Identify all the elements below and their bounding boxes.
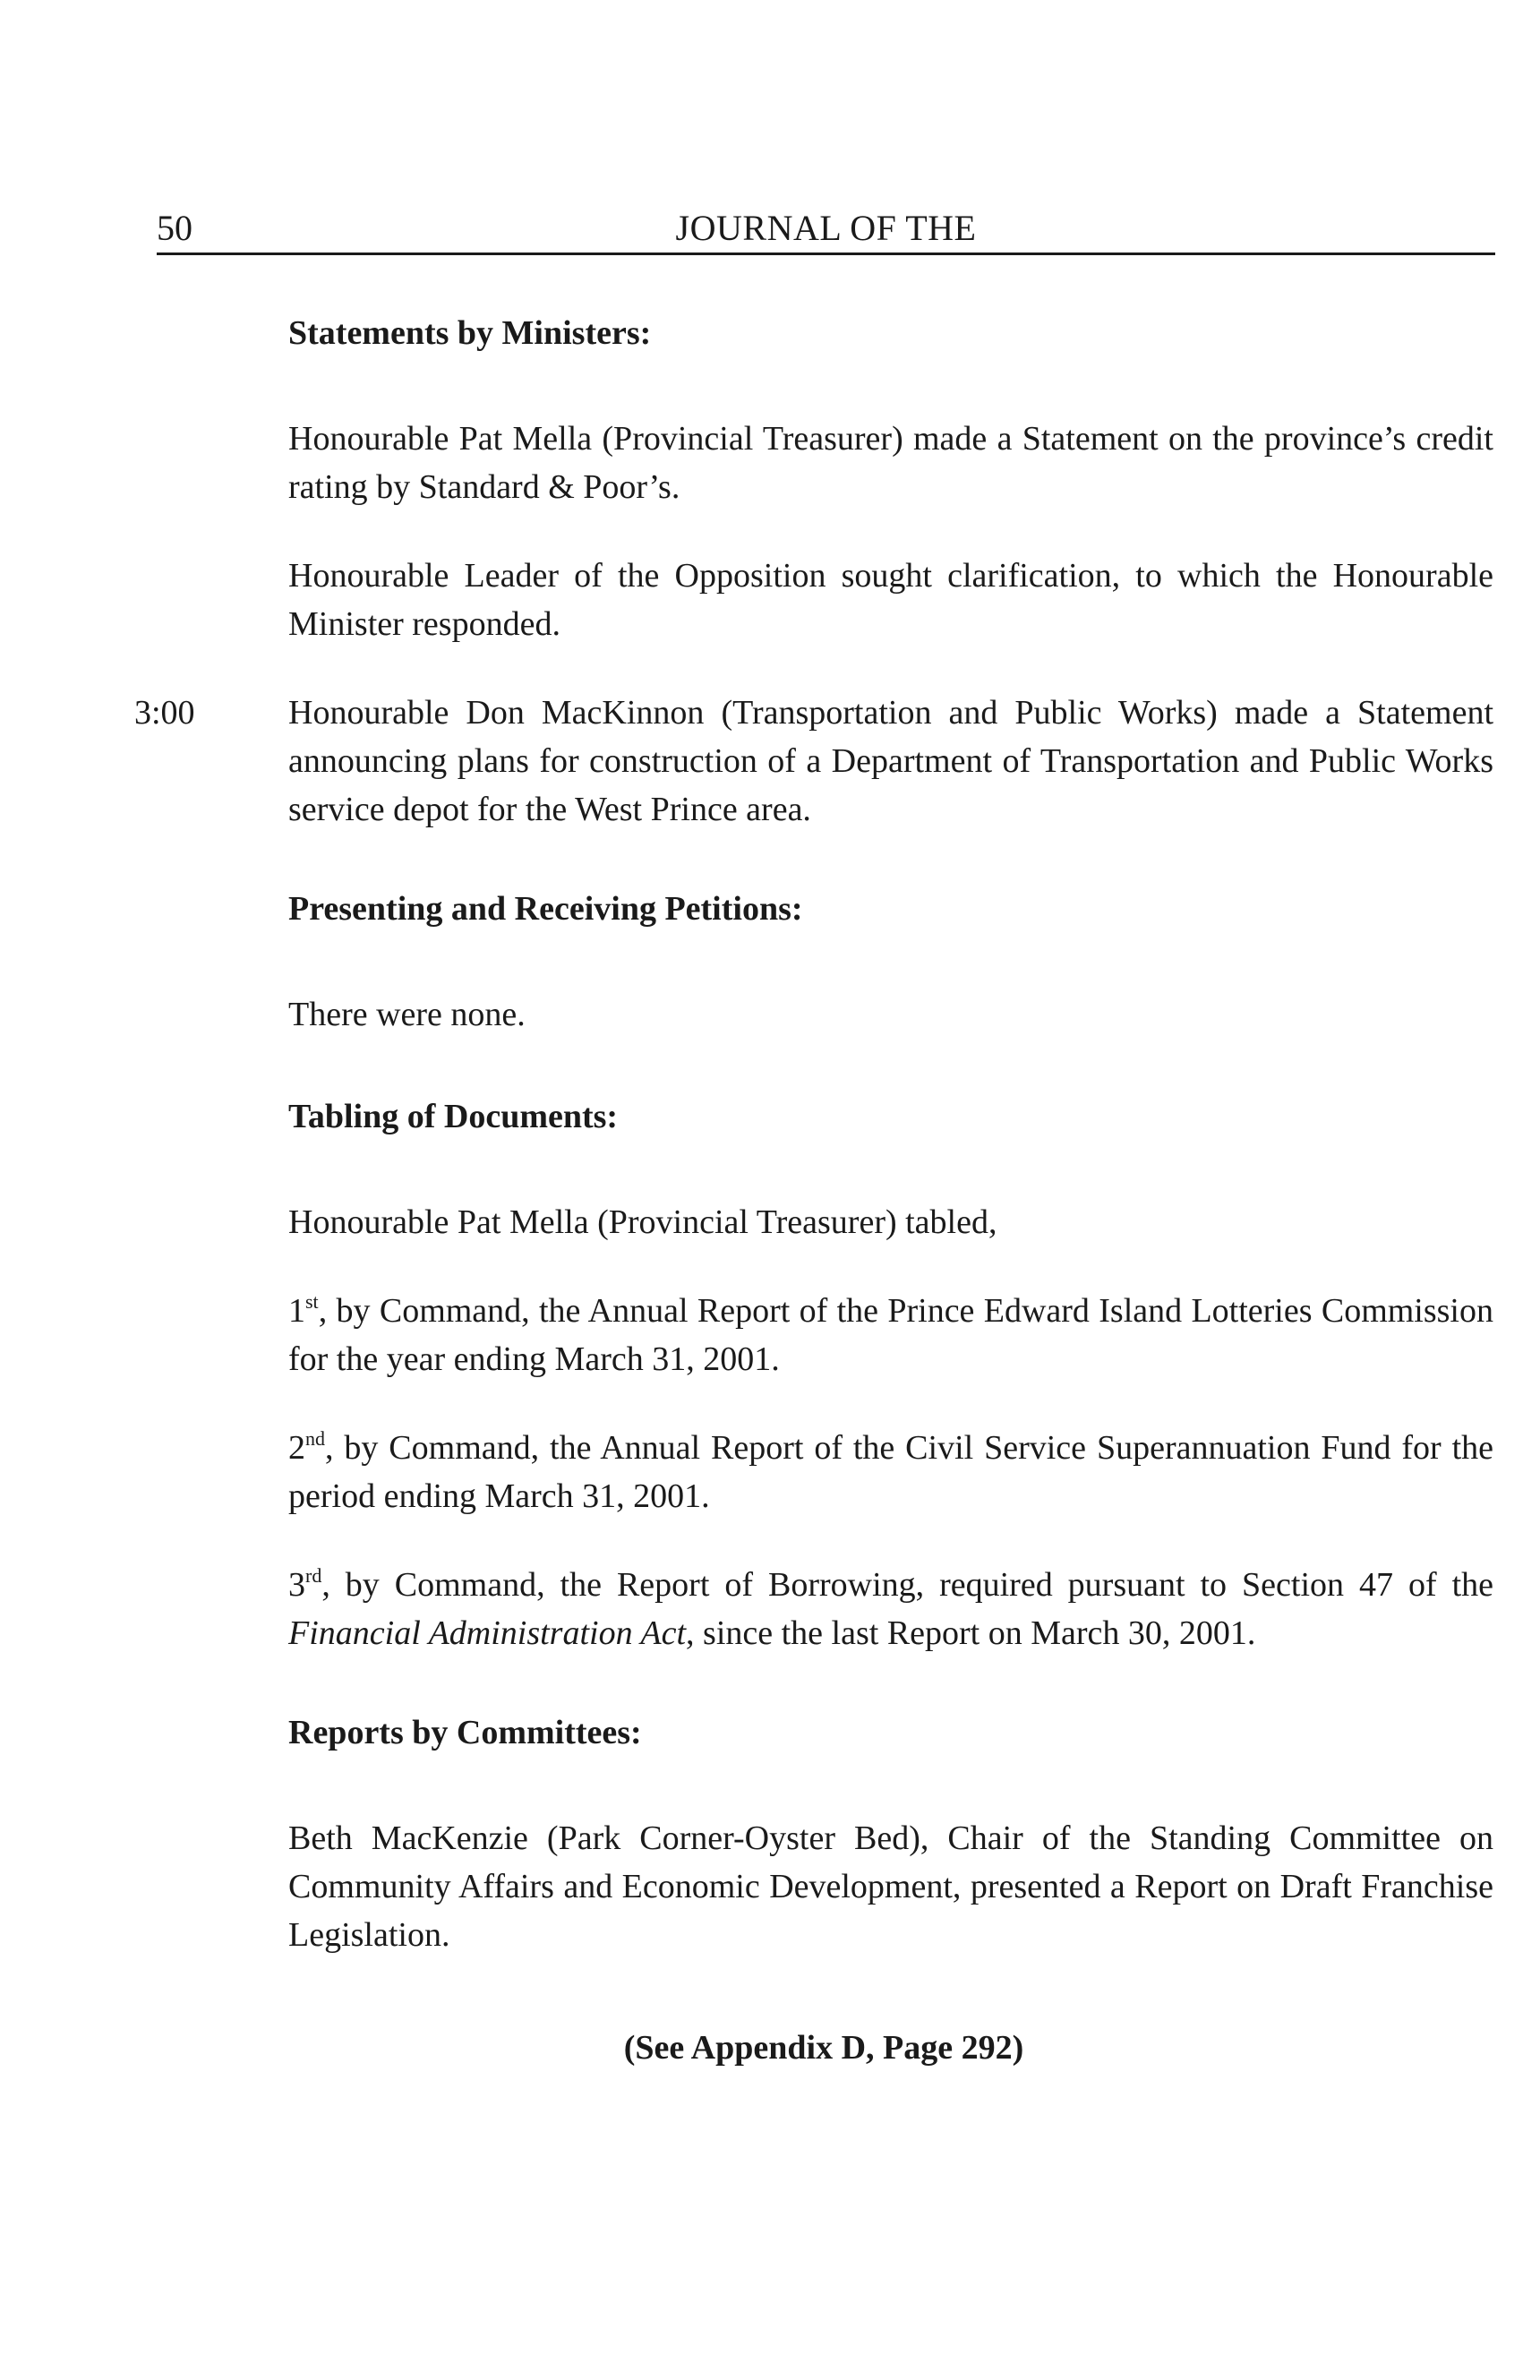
documents-intro: Honourable Pat Mella (Provincial Treasurer) tabled, [288,1203,997,1241]
item-text: , by Command, the Annual Report of the Prince Edward Island Lotteries Commission for the year ending March 31, 2001. [288,1292,1493,1378]
item-number: 3 [288,1566,305,1604]
item-text-before: , by Command, the Report of Borrowing, required pursuant to Section 47 of the [321,1566,1493,1604]
act-title: Financial Administration Act [288,1614,687,1652]
item-text: , by Command, the Annual Report of the Civil Service Superannuation Fund for the period ending March 31, 2001. [288,1429,1493,1515]
ordinal-suffix: st [305,1290,319,1313]
journal-content [134,309,1493,2072]
petitions-none: There were none. [288,996,526,1033]
document-item-3 [288,1561,1493,1657]
section-heading-ministers: Statements by Ministers: [288,314,652,352]
timed-entry [134,689,1493,834]
minister-statement-1: Honourable Pat Mella (Provincial Treasurer) made a Statement on the province’s credit rating by Standard & Poor’s. [288,420,1493,506]
item-number: 1 [288,1292,305,1330]
section-heading-petitions: Presenting and Receiving Petitions: [288,890,803,928]
section-heading-committees: Reports by Committees: [288,1714,642,1751]
running-title: JOURNAL OF THE [675,208,977,248]
time-stamp: 3:00 [134,694,195,732]
opposition-clarification: Honourable Leader of the Opposition sought clarification, to which the Honourable Minister responded. [288,557,1493,643]
item-text-after: , since the last Report on March 30, 2001. [686,1614,1256,1652]
ordinal-suffix: nd [305,1427,325,1450]
page-number: 50 [157,208,192,248]
document-item-2 [288,1424,1493,1520]
item-number: 2 [288,1429,305,1467]
section-heading-documents: Tabling of Documents: [288,1098,619,1135]
document-item-1 [288,1287,1493,1383]
committee-report: Beth MacKenzie (Park Corner-Oyster Bed), Chair of the Standing Committee on Community Affairs and Economic Development, presented a Report on Draft Franchise Legislation. [288,1819,1493,1954]
appendix-reference: (See Appendix D, Page 292) [623,2029,1024,2067]
ordinal-suffix: rd [305,1564,322,1587]
minister-statement-2: Honourable Don MacKinnon (Transportation and Public Works) made a Statement announcing plans for construction of a Department of Transportation and Public Works service depot for the West Prince area. [288,694,1493,828]
page-header [157,204,1495,255]
